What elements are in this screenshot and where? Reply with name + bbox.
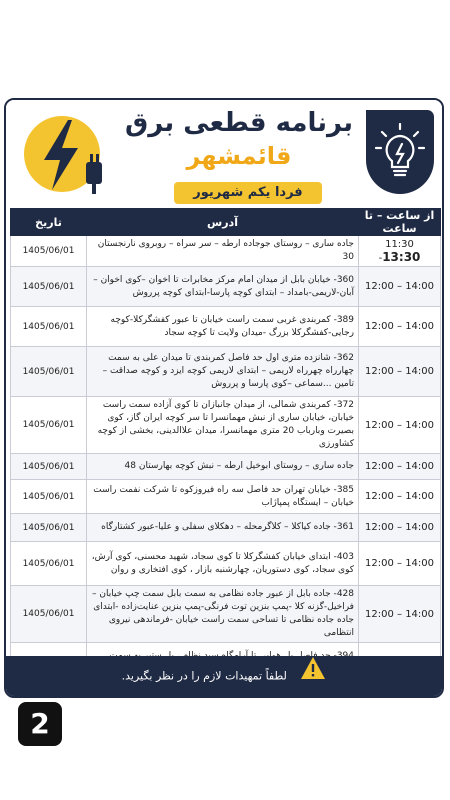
end-time: 14:00 [405, 419, 435, 431]
end-time: 14:00 [405, 281, 435, 292]
end-time: 14:00 [405, 558, 435, 569]
address-cell: 360- خیابان بابل از میدان امام مرکز مخابرات تا اخوان –کوی اخوان –آبان-لاریمی-بامداد – ابتدای کوچه پارسا-ابتدای کوچه پرروش [87, 267, 359, 307]
start-time: 12:00 [364, 491, 394, 502]
address-cell: جاده ساری – روستای جوجاده ارطه – سر سراه – روبروی نارنجستان 30 [87, 236, 359, 267]
end-time: 14:00 [405, 608, 435, 620]
table-row [11, 307, 441, 347]
address-cell: 389- کمربندی غربی سمت راست خیابان تا عبور کفشگرکلا-کوچه رجایی-کفشگرکلا بزرگ -میدان ولایت تا کوچه سجاد [87, 307, 359, 347]
table-row [11, 236, 441, 267]
time-separator: – [397, 281, 402, 292]
start-time: 12:00 [364, 419, 394, 431]
time-range [359, 542, 441, 586]
address-cell: جاده ساری – روستای ابوخیل ارطه – نبش کوچه بهارستان 48 [87, 454, 359, 480]
warning-icon [300, 656, 326, 697]
table-row [11, 397, 441, 454]
table-row [11, 514, 441, 542]
start-time: 12:00 [364, 608, 394, 620]
date-cell: 1405/06/01 [11, 454, 87, 480]
date-banner: فردا یکم شهریور [174, 182, 322, 204]
page-title: برنامه قطعی برق [125, 108, 353, 138]
table-row [11, 267, 441, 307]
time-separator: - [378, 252, 383, 264]
start-time: 13:30 [382, 249, 421, 264]
end-time: 14:00 [405, 522, 435, 533]
lightbulb-icon [366, 110, 434, 194]
time-separator: – [397, 366, 402, 377]
time-range [359, 267, 441, 307]
time-range [359, 454, 441, 480]
time-separator: – [397, 461, 402, 472]
footer-notice-text: لطفاً تمهیدات لازم را در نظر بگیرید. [121, 669, 287, 683]
start-time: 12:00 [364, 522, 394, 533]
table-body [11, 236, 441, 683]
start-time: 12:00 [364, 461, 394, 472]
table-row [11, 542, 441, 586]
start-time: 12:00 [364, 366, 394, 377]
outage-schedule-card [4, 98, 444, 698]
time-separator: – [397, 419, 402, 431]
address-cell: 361- جاده کیاکلا – کلاگرمحله – دهکلای سفلی و علیا-عبور کشتارگاه [87, 514, 359, 542]
date-cell: 1405/06/01 [11, 542, 87, 586]
start-time: 12:00 [364, 558, 394, 569]
date-cell: 1405/06/01 [11, 307, 87, 347]
end-time: 14:00 [405, 461, 435, 472]
end-time: 11:30 [385, 238, 414, 250]
page-number-badge: 2 [18, 702, 62, 746]
table-header-row [11, 209, 441, 236]
table-row [11, 480, 441, 514]
date-cell: 1405/06/01 [11, 514, 87, 542]
header [6, 100, 442, 210]
date-cell: 1405/06/01 [11, 347, 87, 397]
time-range [359, 236, 441, 267]
time-separator: – [397, 321, 402, 332]
end-time: 14:00 [405, 366, 435, 377]
time-range [359, 514, 441, 542]
end-time: 14:00 [405, 491, 435, 502]
time-separator: – [397, 491, 402, 502]
end-time: 14:00 [405, 321, 435, 332]
date-cell: 1405/06/01 [11, 480, 87, 514]
date-cell: 1405/06/01 [11, 236, 87, 267]
table-row [11, 347, 441, 397]
time-range [359, 586, 441, 643]
time-range [359, 397, 441, 454]
column-header-address: آدرس [87, 209, 359, 236]
start-time: 12:00 [364, 321, 394, 332]
time-separator: – [397, 558, 402, 569]
address-cell: 362- شانزده متری اول حد فاصل کمربندی تا میدان علی به سمت چهارراه چهرراه لاریمی – ابتدای لاریمی کوچه ایزد و کوچه صداقت –تامین ...سماعی –کوی پارسا و پرروش [87, 347, 359, 397]
footer-notice [6, 656, 442, 696]
time-separator: – [397, 608, 402, 620]
time-range [359, 307, 441, 347]
lightning-plug-icon [20, 110, 110, 200]
city-name: قائمشهر [186, 142, 292, 170]
address-cell: 428- جاده بابل از عبور جاده نظامی به سمت بابل سمت چپ خیابان – فراخیل-گزنه کلا -پمپ بنزین توت فرنگی-پمپ بنزین عنایت‌زاده -ابتدای جاده جاده نظامی تا تساحی سمت راست خیابان -فرماندهی نیروی انتظامی [87, 586, 359, 643]
date-cell: 1405/06/01 [11, 586, 87, 643]
column-header-time: از ساعت – تا ساعت [359, 209, 441, 236]
date-cell: 1405/06/01 [11, 267, 87, 307]
column-header-date: تاریخ [11, 209, 87, 236]
time-separator: – [397, 522, 402, 533]
start-time: 12:00 [364, 281, 394, 292]
time-range [359, 480, 441, 514]
address-cell: 403- ابتدای خیابان کفشگرکلا تا کوی سجاد، شهید محسنی، کوی آرش، کوی سجاد، کوی دستوریان، چهارشنبه بازار ، کوی افتخاری و روان [87, 542, 359, 586]
table-row [11, 586, 441, 643]
address-cell: 385- خیابان تهران حد فاصل سه راه فیروزکوه تا شرکت نفمت راست خیابان – ایستگاه پمپاژاب [87, 480, 359, 514]
time-range [359, 347, 441, 397]
date-cell: 1405/06/01 [11, 397, 87, 454]
outage-table [10, 208, 441, 683]
table-row [11, 454, 441, 480]
address-cell: 372- کمربندی شمالی، از میدان جانبازان تا کوی آزاده سمت راست خیابان، خیابان ساری از نبش مهمانسرا تا سر کوچه ایران گاز، کوی بصیرت وبارباب 20 متری مهمانسرا، میدان علاالدینی، بخشی از کوچه کشاورزی [87, 397, 359, 454]
